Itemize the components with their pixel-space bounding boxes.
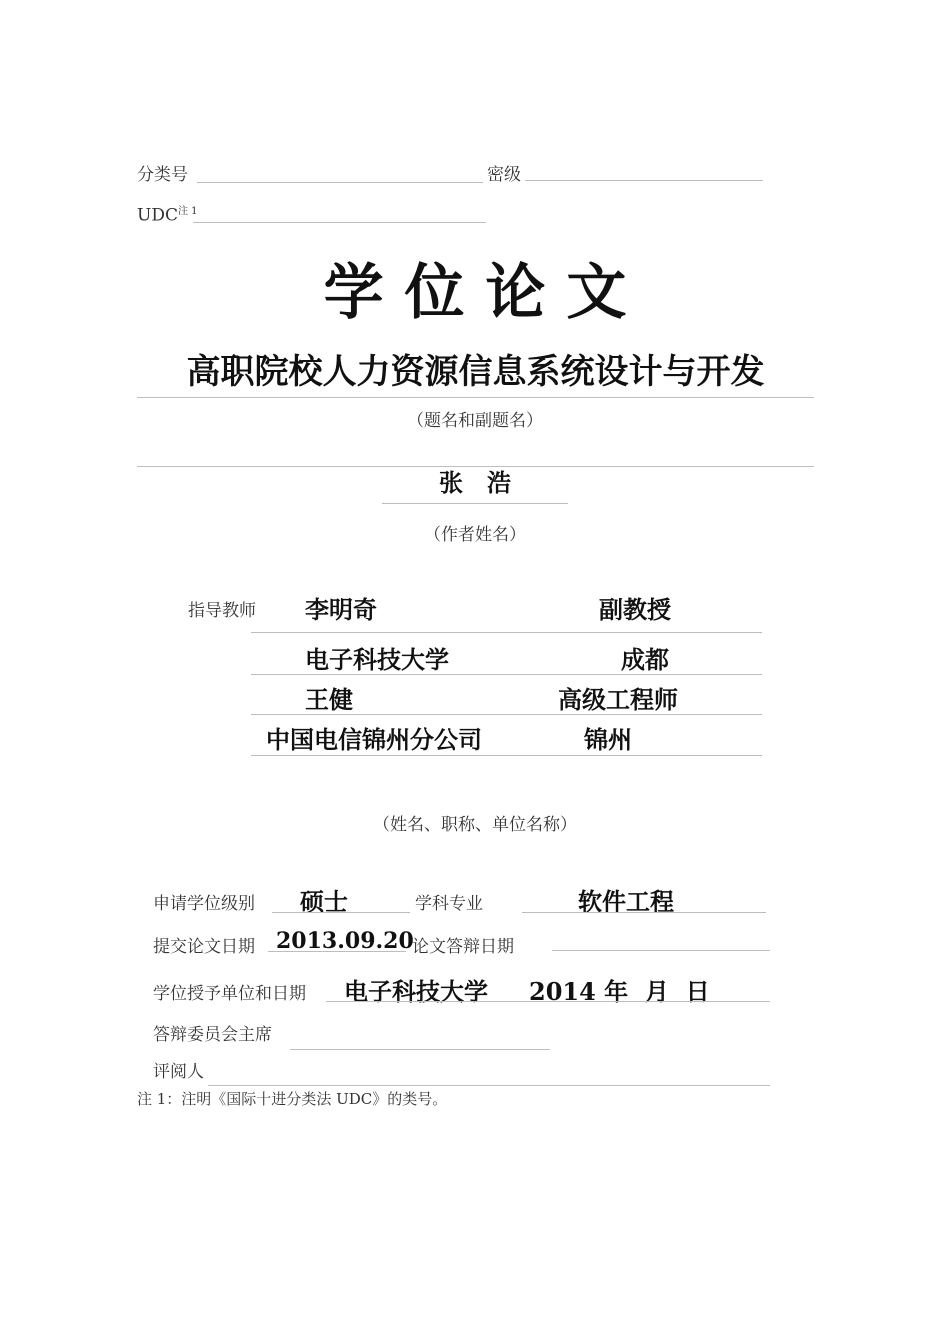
degree-level-field[interactable] bbox=[272, 912, 410, 913]
udc-footnote-mark: 注 1 bbox=[177, 206, 198, 217]
advisor-title: 副教授 bbox=[599, 595, 671, 624]
author-underline bbox=[382, 503, 568, 504]
co-advisor-city: 锦州 bbox=[584, 725, 632, 754]
advisor-caption: （姓名、职称、单位名称） bbox=[373, 815, 577, 835]
submit-date-value: 2013.09.20 bbox=[276, 928, 414, 954]
secret-level-label: 密级 bbox=[487, 165, 521, 185]
defense-date-label: 论文答辩日期 bbox=[412, 937, 514, 957]
co-advisor-title: 高级工程师 bbox=[558, 685, 678, 714]
grant-unit-value: 电子科技大学 bbox=[344, 977, 488, 1006]
committee-chair-field[interactable] bbox=[290, 1049, 550, 1050]
author-caption: （作者姓名） bbox=[424, 525, 526, 545]
footnote: 注 1：注明《国际十进分类法 UDC》的类号。 bbox=[137, 1090, 448, 1108]
author-name: 张 浩 bbox=[439, 468, 511, 497]
major-field[interactable] bbox=[522, 912, 766, 913]
classification-label: 分类号 bbox=[137, 165, 188, 185]
advisor-row-underline bbox=[251, 755, 762, 756]
udc-field[interactable] bbox=[193, 222, 486, 223]
title-divider bbox=[137, 466, 814, 467]
major-label: 学科专业 bbox=[415, 894, 483, 914]
grant-date-value: 2014 年 月 日 bbox=[529, 977, 710, 1006]
reviewer-label: 评阅人 bbox=[153, 1062, 204, 1082]
advisor-city: 成都 bbox=[621, 645, 669, 674]
thesis-title: 高职院校人力资源信息系统设计与开发 bbox=[186, 352, 765, 392]
degree-level-label: 申请学位级别 bbox=[153, 894, 255, 914]
thesis-title-underline bbox=[137, 397, 814, 398]
degree-level-value: 硕士 bbox=[300, 887, 348, 916]
advisor-unit: 电子科技大学 bbox=[305, 645, 449, 674]
udc-label-text: UDC bbox=[137, 205, 178, 226]
thesis-title-caption: （题名和副题名） bbox=[407, 411, 543, 431]
reviewer-field[interactable] bbox=[208, 1085, 770, 1086]
advisor-row-underline bbox=[251, 632, 762, 633]
advisor-name: 李明奇 bbox=[305, 595, 377, 624]
co-advisor-unit: 中国电信锦州分公司 bbox=[266, 725, 482, 754]
major-value: 软件工程 bbox=[578, 887, 674, 916]
submit-date-label: 提交论文日期 bbox=[153, 937, 255, 957]
classification-field[interactable] bbox=[197, 182, 483, 183]
defense-date-field[interactable] bbox=[552, 950, 770, 951]
advisor-label: 指导教师 bbox=[188, 601, 256, 621]
committee-chair-label: 答辩委员会主席 bbox=[153, 1025, 272, 1045]
advisor-row-underline bbox=[251, 674, 762, 675]
secret-level-field[interactable] bbox=[525, 180, 763, 181]
advisor-row-underline bbox=[251, 714, 762, 715]
co-advisor-name: 王健 bbox=[305, 685, 353, 714]
grant-field[interactable] bbox=[326, 1001, 770, 1002]
grant-label: 学位授予单位和日期 bbox=[153, 984, 306, 1004]
page-title: 学 位 论 文 bbox=[323, 258, 627, 328]
udc-label bbox=[137, 202, 198, 226]
submit-date-field[interactable] bbox=[268, 951, 406, 952]
